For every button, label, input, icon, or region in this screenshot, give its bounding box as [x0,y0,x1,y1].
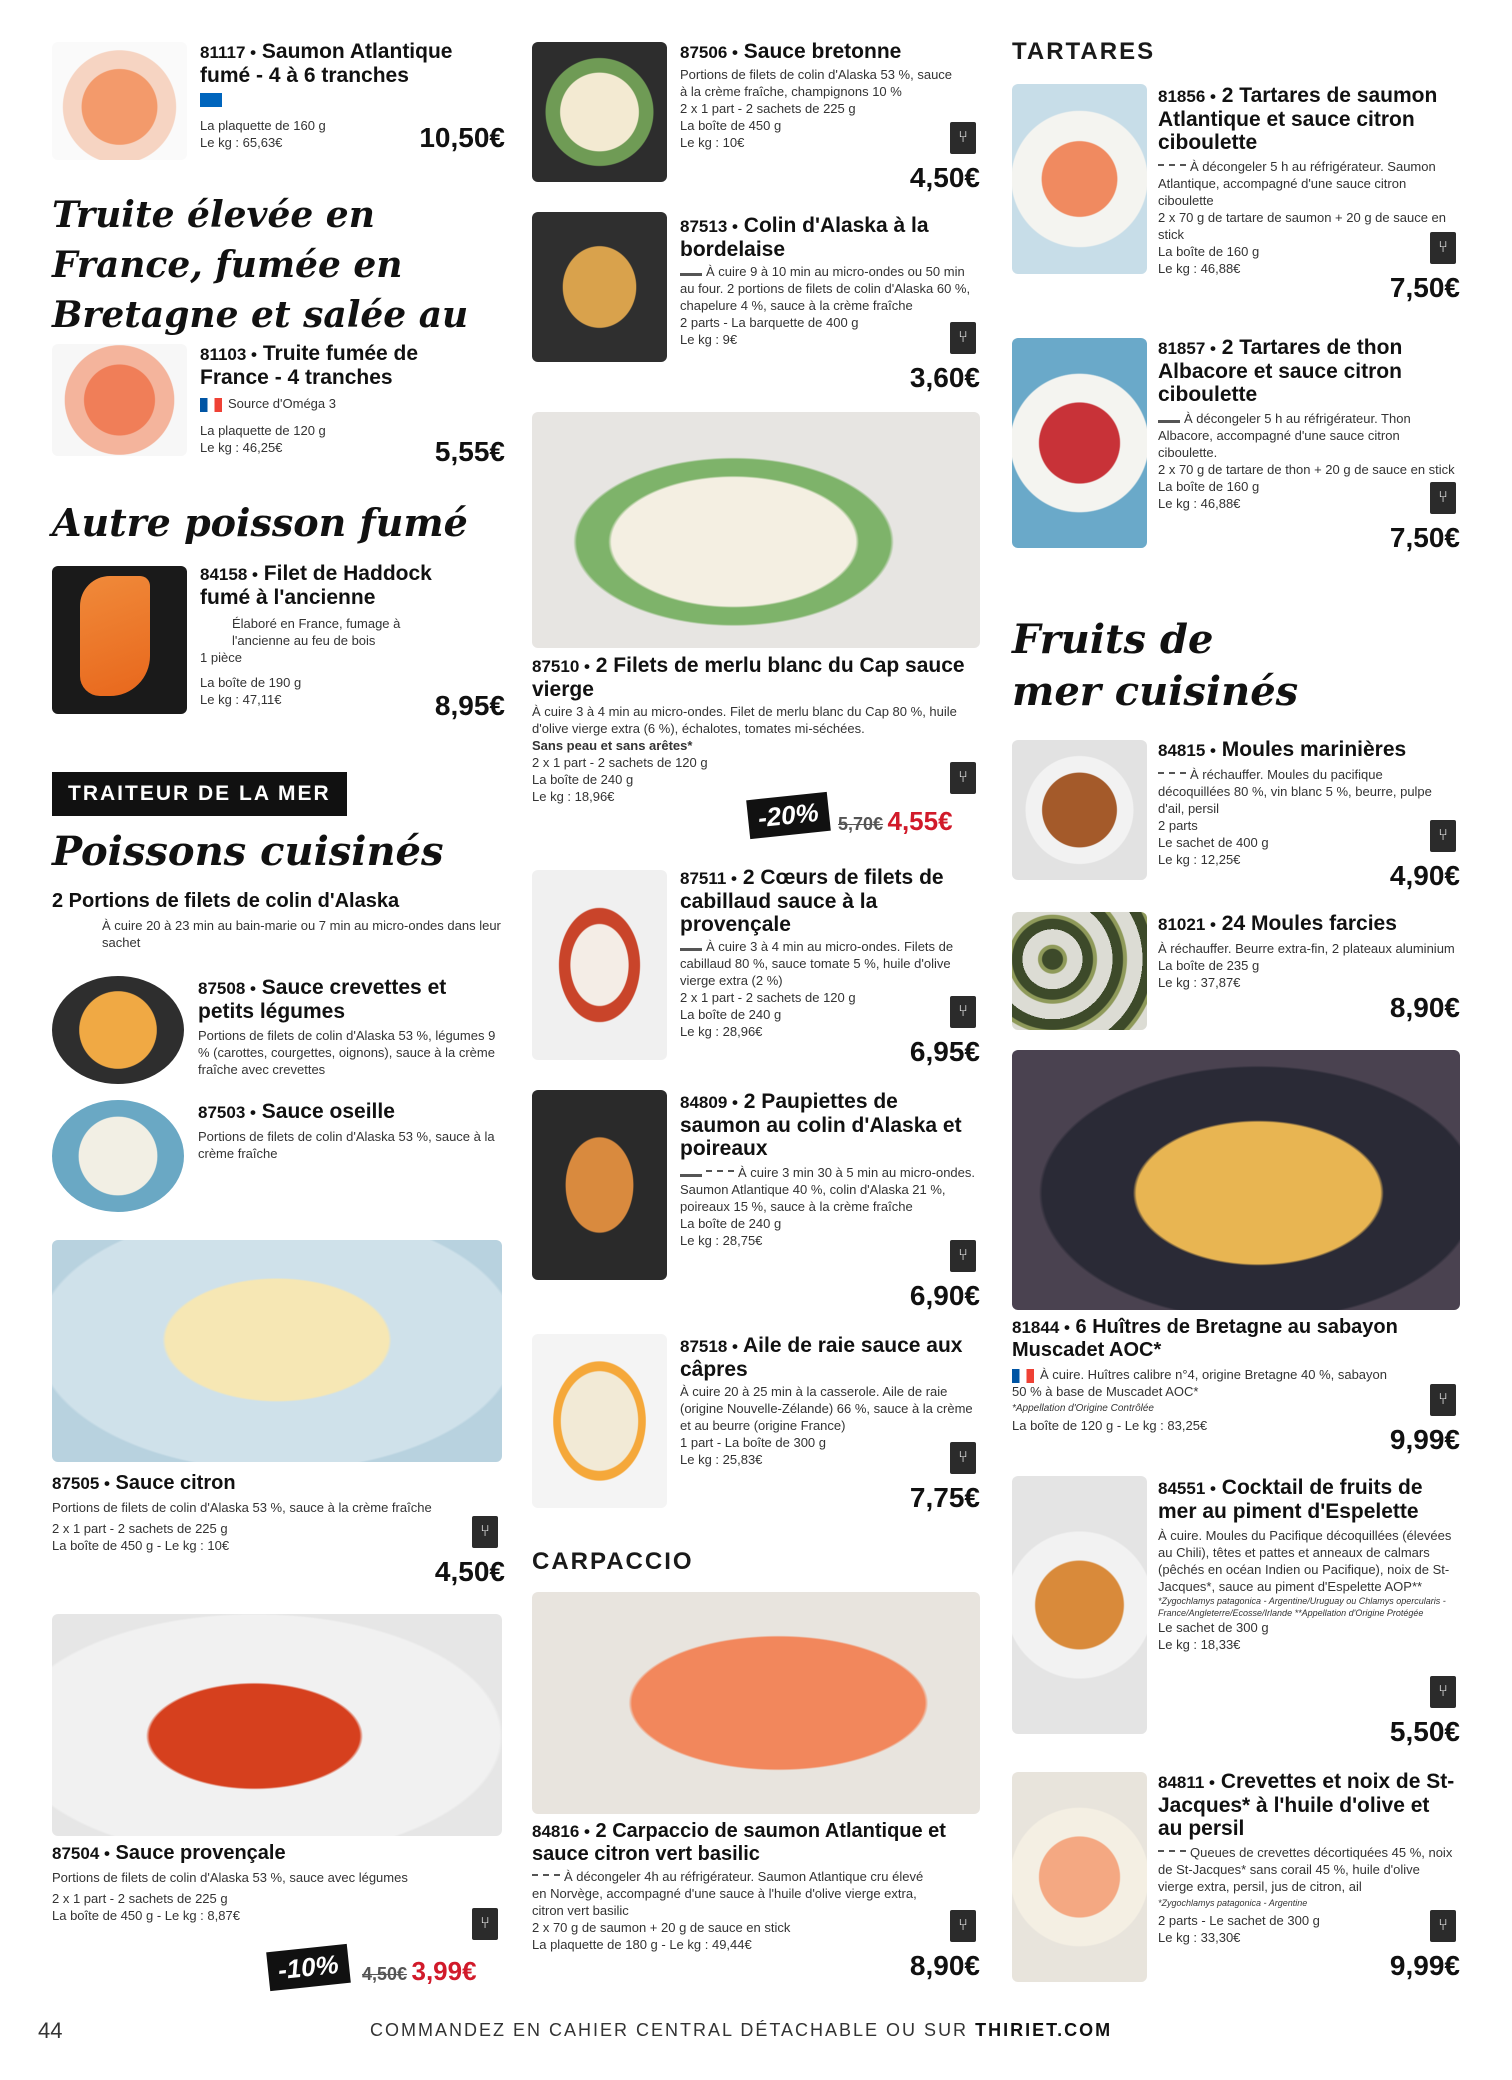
product-desc: Queues de crevettes décortiquées 45 %, noix de St-Jacques* sans corail 45 %, huile d'olive vierge extra, persil, jus de citron, ail [1158,1845,1453,1894]
heading-tartares: TARTARES [1012,38,1156,65]
product-kg-price: Le kg : 46,88€ [1158,496,1241,511]
product-87505 [52,1472,472,1554]
product-title: 2 Tartares de saumon Atlantique et sauce citron ciboulette [1158,84,1438,154]
product-84158 [200,562,450,708]
product-box-kg: La boîte de 120 g - Le kg : 83,25€ [1012,1418,1208,1433]
fork-knife-icon: ⑂ [950,1240,976,1272]
product-pack: 2 x 1 part - 2 sachets de 120 g [680,990,856,1005]
product-title: Aile de raie sauce aux câpres [680,1334,963,1381]
price-84815: 4,90€ [1389,860,1460,891]
photo-colin-bordelaise [532,212,667,362]
product-desc: À cuire 3 à 4 min au micro-ondes. Filets de cabillaud 80 %, sauce tomate 5 %, huile d'olive vierge extra (2 %) [680,939,954,988]
product-desc: Portions de filets de colin d'Alaska 53 %, sauce à la crème fraîche [198,1129,495,1161]
discount-badge: -10% [266,1944,350,1991]
product-code: 87505 • [52,1474,110,1493]
product-pack: La boîte de 190 g [200,675,302,690]
product-code: 84815 • [1158,741,1216,760]
product-code: 81103 • [200,345,258,364]
price-84811: 9,99€ [1389,1950,1460,1981]
product-pack: 2 parts - Le sachet de 300 g [1158,1913,1320,1928]
photo-sauce-bretonne [532,42,667,182]
product-title: Sauce oseille [261,1100,395,1123]
product-81856 [1158,84,1458,277]
product-desc: À cuire 3 à 4 min au micro-ondes. Filet de merlu blanc du Cap 80 %, huile d'olive vierge extra (6 %), échalotes, tomates mi-séchées. [532,704,957,736]
product-desc: À cuire 9 à 10 min au micro-ondes ou 50 min au four. 2 portions de filets de colin d'Alaska 60 %, chapelure 4 %, sauce à la crème fraîche [680,264,971,313]
heading-poissons-cuisines: Poissons cuisinés [52,828,444,875]
price-81021: 8,90€ [1389,992,1460,1023]
product-title: 2 Paupiettes de saumon au colin d'Alaska et poireaux [680,1090,962,1160]
product-pack: La plaquette de 120 g [200,423,326,438]
product-code: 87513 • [680,217,738,236]
photo-truite-fumee [52,344,187,456]
footer-text: COMMANDEZ EN CAHIER CENTRAL DÉTACHABLE OU SUR [370,2020,969,2040]
boat-icon [680,263,702,276]
product-pack: 2 x 70 g de tartare de thon + 20 g de sauce en stick [1158,462,1455,477]
product-87510 [532,654,980,805]
product-desc: À cuire. Moules du Pacifique décoquillées (élevées au Chili), têtes et pattes et anneaux de calmars (pêchés en océan Indien ou Pacifique), noix de St-Jacques*, sauce au piment d'Espelette AOP** [1158,1528,1452,1594]
product-title: Moules marinières [1221,738,1407,761]
product-claim: Source d'Oméga 3 [228,396,336,411]
new-price: 4,55€ [887,806,953,836]
product-code: 84809 • [680,1093,738,1112]
photo-moules-marinieres [1012,740,1147,880]
photo-moules-farcies [1012,912,1147,1030]
heading-truite: Truite élevée en France, fumée en Bretagne et salée au [52,194,469,336]
fork-knife-icon: ⑂ [950,996,976,1028]
fork-knife-icon: ⑂ [950,762,976,794]
boat-icon [680,938,702,951]
product-code: 84816 • [532,1822,590,1841]
product-title: Cocktail de fruits de mer au piment d'Espelette [1158,1476,1423,1523]
product-title: Sauce citron [115,1472,236,1494]
group-alaska [52,890,502,951]
product-kg-price: Le kg : 33,30€ [1158,1930,1241,1945]
product-title: 2 Filets de merlu blanc du Cap sauce vierge [532,654,965,701]
product-pack: 2 x 1 part - 2 sachets de 225 g [680,101,856,116]
product-kg-price: Le kg : 28,75€ [680,1233,763,1248]
product-desc: À réchauffer. Beurre extra-fin, 2 plateaux aluminium [1158,941,1455,956]
photo-saumon-fume [52,42,187,160]
product-code: 87511 • [680,869,738,888]
product-desc: Portions de filets de colin d'Alaska 53 %, sauce à la crème fraîche [52,1500,432,1515]
product-kg-price: La boîte de 450 g - Le kg : 10€ [52,1538,230,1553]
product-kg-price: Le kg : 28,96€ [680,1024,763,1039]
product-kg-price: Le kg : 18,96€ [532,789,615,804]
product-kg-price: Le kg : 25,83€ [680,1452,763,1467]
product-title: 24 Moules farcies [1221,912,1397,935]
product-title: 6 Huîtres de Bretagne au sabayon Muscadet AOC* [1012,1316,1398,1361]
product-pack: 1 part - La boîte de 300 g [680,1435,826,1450]
product-kg-price: Le kg : 47,11€ [200,692,282,707]
product-84809 [680,1090,980,1249]
product-title: 2 Tartares de thon Albacore et sauce citron ciboulette [1158,336,1403,406]
price-84809: 6,90€ [909,1280,980,1311]
product-title: 2 Carpaccio de saumon Atlantique et sauce citron vert basilic [532,1820,946,1865]
product-pack: 2 parts - La barquette de 400 g [680,315,859,330]
product-code: 84811 • [1158,1773,1216,1792]
product-code: 87510 • [532,657,590,676]
photo-crevettes-st-jacques [1012,1772,1147,1982]
product-87508 [198,976,498,1078]
product-box: La boîte de 240 g [680,1216,782,1231]
product-pack: Le sachet de 400 g [1158,835,1269,850]
fork-knife-icon: ⑂ [1430,1384,1456,1416]
product-title: Crevettes et noix de St-Jacques* à l'huile d'olive et au persil [1158,1770,1455,1840]
flag-fr-icon [200,398,222,412]
product-84551 [1158,1476,1458,1653]
product-kg-price: Le kg : 46,88€ [1158,261,1241,276]
product-87513 [680,214,980,348]
product-81844 [1012,1316,1460,1434]
photo-huitres [1012,1050,1460,1310]
product-box: La boîte de 240 g [680,1007,782,1022]
photo-sauce-crevettes [52,976,184,1084]
product-87518 [680,1334,980,1468]
product-desc: À décongeler 5 h au réfrigérateur. Thon Albacore, accompagné d'une sauce citron ciboulette. [1158,411,1411,460]
fork-knife-icon: ⑂ [950,1910,976,1942]
group-title: 2 Portions de filets de colin d'Alaska [52,890,400,912]
product-desc: Portions de filets de colin d'Alaska 53 %, légumes 9 % (carottes, courgettes, oignons), sauce à la crème fraîche avec crevettes [198,1028,496,1077]
product-81021 [1158,912,1458,991]
photo-cabillaud-provencale [532,870,667,1060]
product-desc: À décongeler 5 h au réfrigérateur. Saumon Atlantique, accompagné d'une sauce citron ciboulette [1158,159,1436,208]
price-87510 [838,806,983,837]
fork-knife-icon: ⑂ [1430,1676,1456,1708]
price-87518: 7,75€ [909,1482,980,1513]
product-title: Sauce bretonne [743,40,902,63]
price-84816: 8,90€ [909,1950,980,1981]
product-code: 81857 • [1158,339,1216,358]
product-title: Sauce crevettes et petits légumes [198,976,447,1023]
price-81857: 7,50€ [1389,522,1460,553]
product-pack: La plaquette de 160 g [200,118,326,133]
product-kg-price: La plaquette de 180 g - Le kg : 49,44€ [532,1937,752,1952]
heading-autre-poisson-fume: Autre poisson fumé [52,500,468,545]
product-desc: À cuire 20 à 25 min à la casserole. Aile de raie (origine Nouvelle-Zélande) 66 %, sauce à la crème et au beurre (origine France) [680,1384,973,1433]
product-pack: 2 x 1 part - 2 sachets de 225 g [52,1521,228,1536]
product-kg-price: La boîte de 450 g - Le kg : 8,87€ [52,1908,240,1923]
wave-icon [1158,1850,1186,1858]
wave-icon [706,1170,734,1178]
photo-sauce-citron [52,1240,502,1462]
price-81117: 10,50€ [419,122,505,153]
wave-icon [1158,772,1186,780]
photo-aile-de-raie [532,1334,667,1508]
page-number: 44 [38,2018,63,2043]
product-footnote: *Zygochlamys patagonica - Argentine [1158,1898,1308,1908]
product-84816 [532,1820,980,1953]
product-box: La boîte de 235 g [1158,958,1260,973]
fork-knife-icon: ⑂ [472,1908,498,1940]
photo-merlu-sauce-vierge [532,412,980,648]
product-title: Saumon Atlantique fumé - 4 à 6 tranches [200,40,453,87]
flag-fr-icon [1012,1369,1034,1383]
product-pack: Le sachet de 300 g [1158,1620,1269,1635]
product-desc: À cuire. Huîtres calibre n°4, origine Bretagne 40 %, sabayon 50 % à base de Muscadet AOC* [1012,1367,1388,1399]
product-87511 [680,866,980,1040]
photo-paupiettes [532,1090,667,1280]
price-87511: 6,95€ [909,1036,980,1067]
product-desc: À décongeler 4h au réfrigérateur. Saumon Atlantique cru élevé en Norvège, accompagné d'une sauce à l'huile d'olive vierge extra, citron vert basilic [532,1869,924,1918]
product-code: 84158 • [200,565,258,584]
price-81844: 9,99€ [1389,1424,1460,1455]
new-price: 3,99€ [411,1956,477,1986]
price-81103: 5,55€ [434,436,505,467]
price-87506: 4,50€ [909,162,980,193]
heading-carpaccio: CARPACCIO [532,1548,694,1575]
fork-knife-icon: ⑂ [472,1516,498,1548]
product-kg-price: Le kg : 65,63€ [200,135,283,150]
product-87504 [52,1842,472,1924]
price-81856: 7,50€ [1389,272,1460,303]
fork-knife-icon: ⑂ [1430,232,1456,264]
wave-icon [1158,164,1186,172]
fork-knife-icon: ⑂ [950,322,976,354]
product-title: Filet de Haddock fumé à l'ancienne [200,562,432,609]
fork-knife-icon: ⑂ [950,122,976,154]
old-price: 4,50€ [362,1964,408,1984]
product-pack: 2 x 1 part - 2 sachets de 225 g [52,1891,228,1906]
product-code: 87506 • [680,43,738,62]
price-87505: 4,50€ [434,1556,505,1587]
product-quantity: 1 pièce [200,650,242,665]
product-kg-price: Le kg : 12,25€ [1158,852,1241,867]
product-desc: Élaboré en France, fumage à l'ancienne au feu de bois [232,616,401,648]
product-pack: 2 x 70 g de tartare de saumon + 20 g de sauce en stick [1158,210,1447,242]
product-kg-price: Le kg : 37,87€ [1158,975,1241,990]
product-desc: Portions de filets de colin d'Alaska 53 %, sauce avec légumes [52,1870,408,1885]
photo-tartare-thon [1012,338,1147,548]
product-title: Colin d'Alaska à la bordelaise [680,214,929,261]
product-code: 87503 • [198,1103,256,1122]
fork-knife-icon: ⑂ [950,1442,976,1474]
product-claim: Sans peau et sans arêtes* [532,738,693,753]
product-parts: 2 parts [1158,818,1198,833]
product-box: La boîte de 240 g [532,772,634,787]
heading-fruits-de-mer: Fruits de mer cuisinés [1012,616,1299,715]
product-title: 2 Cœurs de filets de cabillaud sauce à la provençale [680,866,944,936]
photo-carpaccio [532,1592,980,1814]
fork-knife-icon: ⑂ [1430,1910,1456,1942]
product-box: La boîte de 450 g [680,118,782,133]
product-desc: Portions de filets de colin d'Alaska 53 %, sauce à la crème fraîche, champignons 10 % [680,67,953,99]
product-footnote: *Zygochlamys patagonica - Argentine/Uruguay ou Chlamys opercularis - France/Angleterre/Ecosse/Irlande **Appellation d'Origine Protégée [1158,1596,1446,1618]
fork-knife-icon: ⑂ [1430,482,1456,514]
photo-haddock [52,566,187,714]
photo-tartare-saumon [1012,84,1147,274]
price-84158: 8,95€ [434,690,505,721]
old-price: 5,70€ [838,814,884,834]
photo-sauce-provencale [52,1614,502,1836]
footer-cta [370,2020,1112,2041]
product-code: 81844 • [1012,1318,1070,1337]
product-87506 [680,40,970,151]
product-code: 84551 • [1158,1479,1216,1498]
product-code: 81117 • [200,43,257,62]
product-kg-price: Le kg : 18,33€ [1158,1637,1241,1652]
boat-icon [1158,410,1180,423]
product-pack: 2 x 70 g de saumon + 20 g de sauce en stick [532,1920,791,1935]
product-84815 [1158,738,1458,868]
product-code: 87518 • [680,1337,738,1356]
photo-sauce-oseille [52,1100,184,1212]
product-87503 [198,1100,498,1162]
product-title: Truite fumée de France - 4 tranches [200,342,419,389]
wave-icon [532,1874,560,1882]
product-84811 [1158,1770,1458,1946]
product-desc: À réchauffer. Moules du pacifique décoquillées 80 %, vin blanc 5 %, beurre, pulpe d'ail, persil [1158,767,1432,816]
product-code: 87508 • [198,979,256,998]
price-84551: 5,50€ [1389,1716,1460,1747]
product-footnote: *Appellation d'Origine Contrôlée [1012,1403,1154,1414]
product-title: Sauce provençale [115,1842,286,1864]
flag-scotland-icon [200,93,222,107]
group-desc: À cuire 20 à 23 min au bain-marie ou 7 min au micro-ondes dans leur sachet [102,918,501,950]
product-box: La boîte de 160 g [1158,479,1260,494]
price-87513: 3,60€ [909,362,980,393]
product-kg-price: Le kg : 9€ [680,332,738,347]
photo-cocktail-fruits-de-mer [1012,1476,1147,1734]
boat-icon [680,1164,702,1177]
product-kg-price: Le kg : 46,25€ [200,440,283,455]
banner-traiteur: TRAITEUR DE LA MER [52,772,347,816]
product-box: La boîte de 160 g [1158,244,1260,259]
footer-brand-link[interactable]: THIRIET.COM [975,2020,1113,2040]
price-87504 [362,1956,502,1987]
product-pack: 2 x 1 part - 2 sachets de 120 g [532,755,708,770]
product-81857 [1158,336,1458,512]
fork-knife-icon: ⑂ [1430,820,1456,852]
product-kg-price: Le kg : 10€ [680,135,745,150]
discount-badge: -20% [746,792,830,839]
product-code: 81021 • [1158,915,1216,934]
product-desc: À cuire 3 min 30 à 5 min au micro-ondes. Saumon Atlantique 40 %, colin d'Alaska 21 %, poireaux 15 %, sauce à la crème fraîche [680,1165,975,1214]
product-code: 81856 • [1158,87,1216,106]
product-code: 87504 • [52,1844,110,1863]
